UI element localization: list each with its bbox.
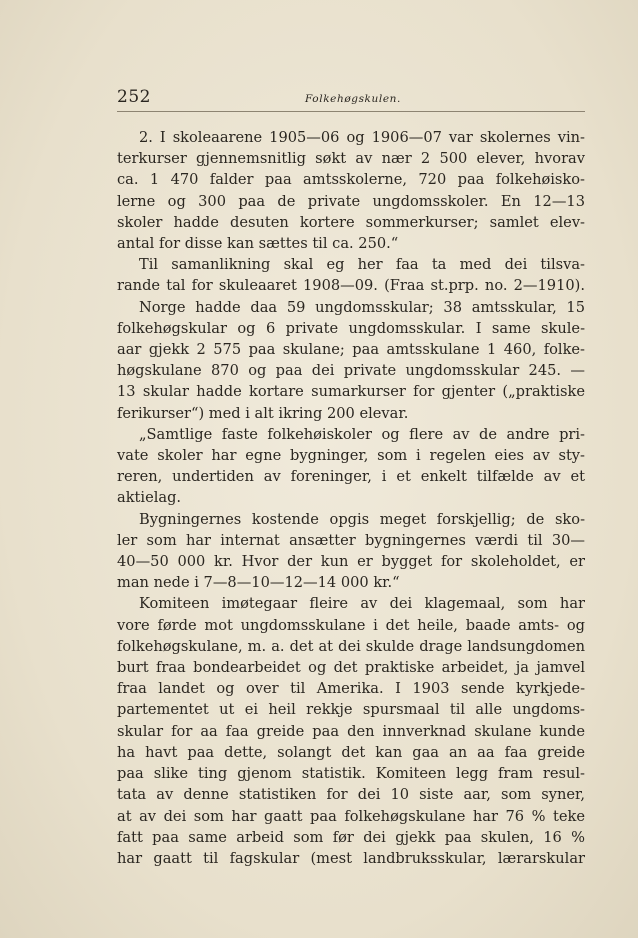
text-line: folkehøgskulane, m. a. det at dei skulde drage landsungdomen bbox=[117, 637, 585, 655]
text-line: man nede i 7—8—10—12—14 000 kr.“ bbox=[117, 574, 400, 592]
text-line: paa slike ting gjenom statistik. Komiteen legg fram resul- bbox=[117, 765, 585, 783]
text-line: har gaatt til fagskular (mest landbruksskular, lærarskular bbox=[117, 849, 585, 867]
text-line: ler som har internat ansætter bygningernes værdi til 30— bbox=[117, 531, 585, 549]
text-line: Bygningernes kostende opgis meget forskjellig; de sko- bbox=[139, 510, 585, 528]
text-line: Til samanlikning skal eg her faa ta med dei tilsva- bbox=[139, 256, 585, 274]
body-text bbox=[117, 127, 585, 869]
header-rule bbox=[117, 111, 585, 112]
text-line: vate skoler har egne bygninger, som i regelen eies av sty- bbox=[117, 447, 585, 465]
text-line: 40—50 000 kr. Hvor der kun er bygget for skoleholdet, er bbox=[117, 553, 585, 571]
text-line: at av dei som har gaatt paa folkehøgskulane har 76 % teke bbox=[117, 807, 585, 825]
text-line: aar gjekk 2 575 paa skulane; paa amtsskulane 1 460, folke- bbox=[117, 341, 585, 359]
text-line: fatt paa same arbeid som før dei gjekk paa skulen, 16 % bbox=[117, 828, 585, 846]
text-line: folkehøgskular og 6 private ungdomsskular. I same skule- bbox=[117, 319, 585, 337]
running-head: Folkehøgskulen. bbox=[305, 93, 401, 105]
page-number: 252 bbox=[117, 87, 151, 107]
text-line: terkurser gjennemsnitlig søkt av nær 2 500 elever, hvorav bbox=[117, 150, 585, 168]
text-line: „Samtlige faste folkehøiskoler og flere av de andre pri- bbox=[139, 425, 585, 443]
text-line: skular for aa faa greide paa den innverknad skulane kunde bbox=[117, 722, 585, 740]
text-line: ferikurser“) med i alt ikring 200 elevar. bbox=[117, 404, 409, 422]
text-line: skoler hadde desuten kortere sommerkurser; samlet elev- bbox=[117, 213, 585, 231]
text-line: høgskulane 870 og paa dei private ungdomsskular 245. — bbox=[117, 362, 585, 380]
text-line: ha havt paa dette, solangt det kan gaa an aa faa greide bbox=[117, 743, 585, 761]
text-line: vore førde mot ungdomsskulane i det heile, baade amts- og bbox=[117, 616, 585, 634]
text-line: burt fraa bondearbeidet og det praktiske arbeidet, ja jamvel bbox=[117, 659, 585, 677]
text-line: ca. 1 470 falder paa amtsskolerne, 720 paa folkehøisko- bbox=[117, 171, 585, 189]
text-line: Komiteen imøtegaar fleire av dei klagemaal, som har bbox=[139, 595, 585, 613]
text-line: 13 skular hadde kortare sumarkurser for gjenter („praktiske bbox=[117, 383, 585, 401]
text-line: fraa landet og over til Amerika. I 1903 sende kyrkjede- bbox=[117, 680, 585, 698]
text-line: partementet ut ei heil rekkje spursmaal til alle ungdoms- bbox=[117, 701, 585, 719]
text-line: aktielag. bbox=[117, 489, 182, 507]
text-line: Norge hadde daa 59 ungdomsskular; 38 amtsskular, 15 bbox=[139, 298, 585, 316]
text-line: lerne og 300 paa de private ungdomsskoler. En 12—13 bbox=[117, 192, 585, 210]
text-line: tata av denne statistiken for dei 10 siste aar, som syner, bbox=[117, 786, 585, 804]
text-line: 2. I skoleaarene 1905—06 og 1906—07 var skolernes vin- bbox=[139, 129, 585, 146]
text-line: reren, undertiden av foreninger, i et enkelt tilfælde av et bbox=[117, 468, 585, 486]
text-line: antal for disse kan sættes til ca. 250.“ bbox=[117, 235, 399, 253]
page-header bbox=[0, 0, 638, 115]
text-line: rande tal for skuleaaret 1908—09. (Fraa st.prp. no. 2—1910). bbox=[117, 277, 585, 295]
